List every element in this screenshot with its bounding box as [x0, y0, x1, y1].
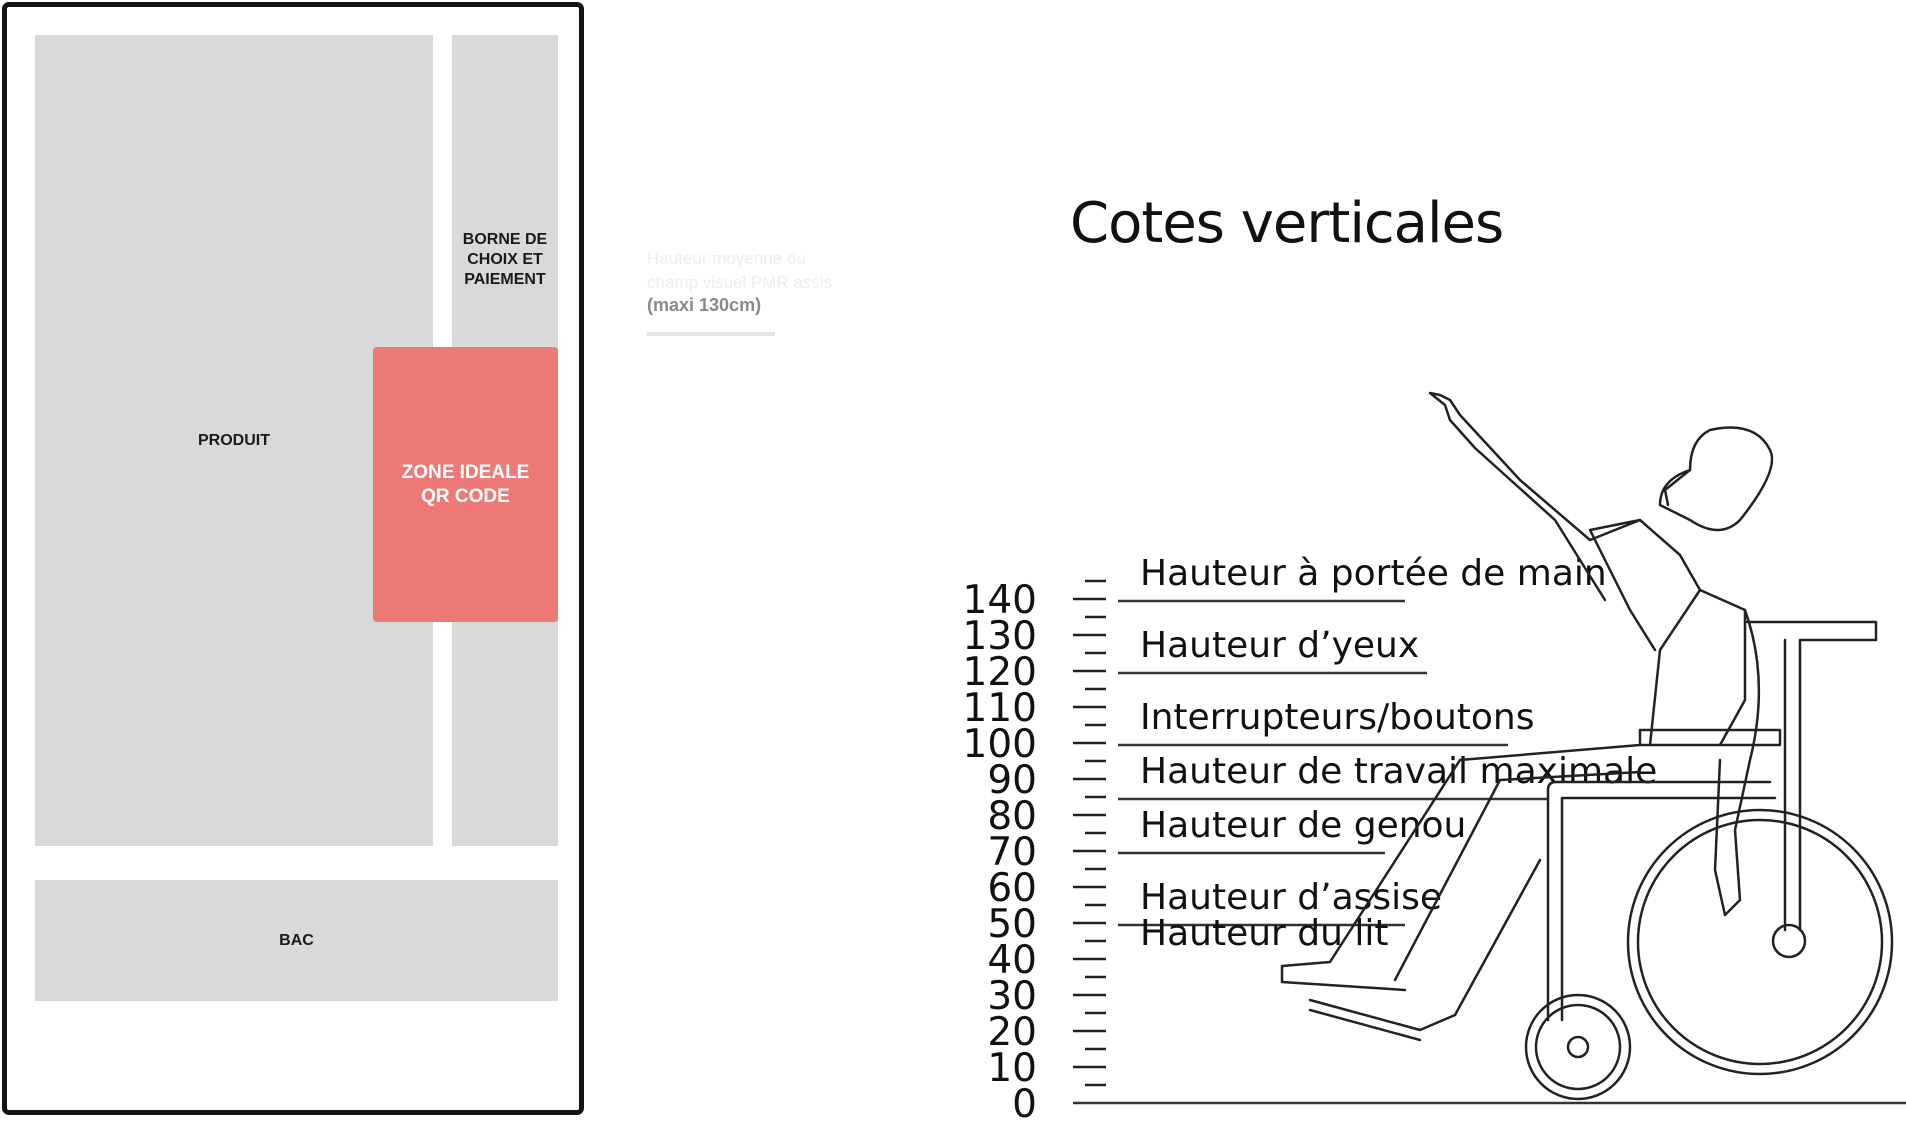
- bac-label: BAC: [279, 931, 314, 949]
- scale-label: 120: [962, 650, 1037, 695]
- note-divider: [647, 332, 775, 336]
- scale-label: 70: [987, 830, 1037, 875]
- scale-label: 90: [987, 758, 1037, 803]
- scale-label: 130: [962, 614, 1037, 659]
- scale-label: 100: [962, 722, 1037, 767]
- note-line-3: (maxi 130cm): [647, 295, 762, 315]
- scale-label: 80: [987, 794, 1037, 839]
- produit-label: PRODUIT: [198, 431, 270, 449]
- note-line-1: Hauteur moyenne du: [647, 249, 806, 268]
- height-label: Hauteur de genou: [1140, 805, 1467, 846]
- scale-label: 40: [987, 938, 1037, 983]
- scale-label: 140: [962, 578, 1037, 623]
- scale-label: 0: [1012, 1082, 1037, 1126]
- height-label: Hauteur d’yeux: [1140, 625, 1420, 666]
- qr-code-ideal-zone: [373, 347, 558, 622]
- scale-label: 10: [987, 1046, 1037, 1091]
- scale-label: 110: [962, 686, 1037, 731]
- height-label: Hauteur de travail maximale: [1140, 751, 1658, 792]
- height-label: Hauteur à portée de main: [1140, 553, 1607, 594]
- vertical-dimensions-diagram: [940, 160, 1906, 1126]
- borne-label: BORNE DE CHOIX ET PAIEMENT: [462, 231, 548, 288]
- height-label: Interrupteurs/boutons: [1140, 697, 1535, 738]
- bac-block: [35, 880, 558, 1001]
- scale-label: 30: [987, 974, 1037, 1019]
- scale-label: 60: [987, 866, 1037, 911]
- layout-plan-panel: [2, 2, 584, 1115]
- height-scale: [963, 578, 1906, 1126]
- height-label: Hauteur d’assise: [1140, 877, 1443, 918]
- scale-label: 50: [987, 902, 1037, 947]
- visual-field-note: [647, 247, 832, 336]
- diagram-title: Cotes verticales: [1070, 191, 1504, 256]
- zone-label: ZONE IDEALE QR CODE: [401, 461, 530, 507]
- note-line-2: champ visuel PMR assis: [647, 273, 833, 292]
- scale-label: 20: [987, 1010, 1037, 1055]
- height-label: Hauteur du lit: [1140, 913, 1389, 954]
- height-labels: [1118, 553, 1657, 954]
